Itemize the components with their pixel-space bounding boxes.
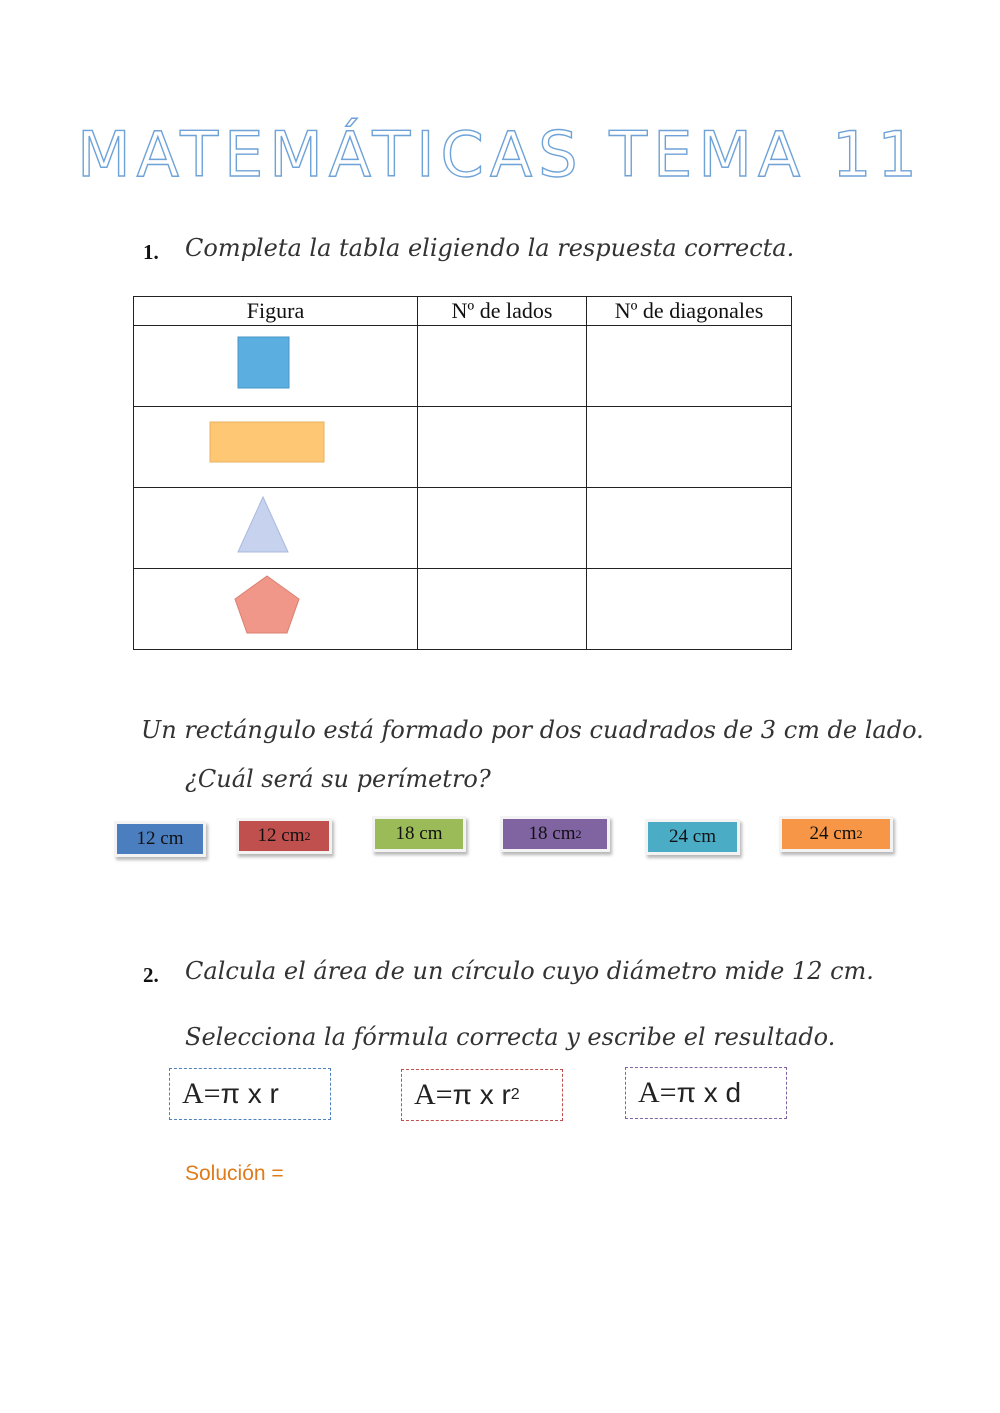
header-diagonales: Nº de diagonales — [587, 297, 792, 326]
table-row — [134, 488, 792, 569]
table-row — [134, 407, 792, 488]
problem-question: ¿Cuál será su perímetro? — [185, 765, 491, 793]
answer-option-12cm[interactable]: 12 cm — [114, 821, 206, 857]
exercise-2-instruction: Calcula el área de un círculo cuyo diámetro mide 12 cm. — [185, 957, 874, 985]
triangle-icon — [134, 488, 417, 562]
lados-input[interactable] — [418, 488, 587, 569]
diagonales-input[interactable] — [587, 488, 792, 569]
pentagon-icon — [134, 569, 417, 643]
shape-cell — [134, 488, 418, 569]
shape-cell — [134, 407, 418, 488]
lados-input[interactable] — [418, 407, 587, 488]
diagonales-input[interactable] — [587, 569, 792, 650]
formula-option-pi-r[interactable]: A= π x r — [169, 1068, 331, 1120]
diagonales-input[interactable] — [587, 407, 792, 488]
table-header-row — [134, 297, 792, 326]
answer-option-24cm[interactable]: 24 cm — [645, 819, 740, 855]
answer-option-18cm[interactable]: 18 cm — [372, 816, 466, 852]
exercise-1-number: 1. — [143, 240, 159, 264]
solution-label: Solución = — [185, 1162, 284, 1185]
lados-input[interactable] — [418, 569, 587, 650]
square-icon — [134, 326, 417, 400]
header-lados: Nº de lados — [418, 297, 587, 326]
answer-option-24cm2[interactable]: 24 cm 2 — [779, 816, 893, 852]
shape-cell — [134, 569, 418, 650]
exercise-2-subinstruction: Selecciona la fórmula correcta y escribe el resultado. — [185, 1023, 836, 1051]
lados-input[interactable] — [418, 326, 587, 407]
formula-option-pi-r-squared[interactable]: A= π x r 2 — [401, 1069, 563, 1121]
answer-option-18cm2[interactable]: 18 cm 2 — [500, 816, 610, 852]
formula-option-pi-d[interactable]: A= π x d — [625, 1067, 787, 1119]
rectangle-icon — [134, 407, 417, 481]
exercise-1-instruction: Completa la tabla eligiendo la respuesta correcta. — [185, 234, 795, 262]
table-row — [134, 326, 792, 407]
answer-option-12cm2[interactable]: 12 cm 2 — [236, 818, 332, 854]
exercise-2-number: 2. — [143, 963, 159, 987]
shapes-table — [133, 296, 792, 650]
diagonales-input[interactable] — [587, 326, 792, 407]
shape-cell — [134, 326, 418, 407]
header-figura: Figura — [134, 297, 418, 326]
page-title: MATEMÁTICAS TEMA 11 — [77, 118, 923, 191]
table-row — [134, 569, 792, 650]
problem-statement: Un rectángulo está formado por dos cuadrados de 3 cm de lado. — [141, 716, 924, 744]
